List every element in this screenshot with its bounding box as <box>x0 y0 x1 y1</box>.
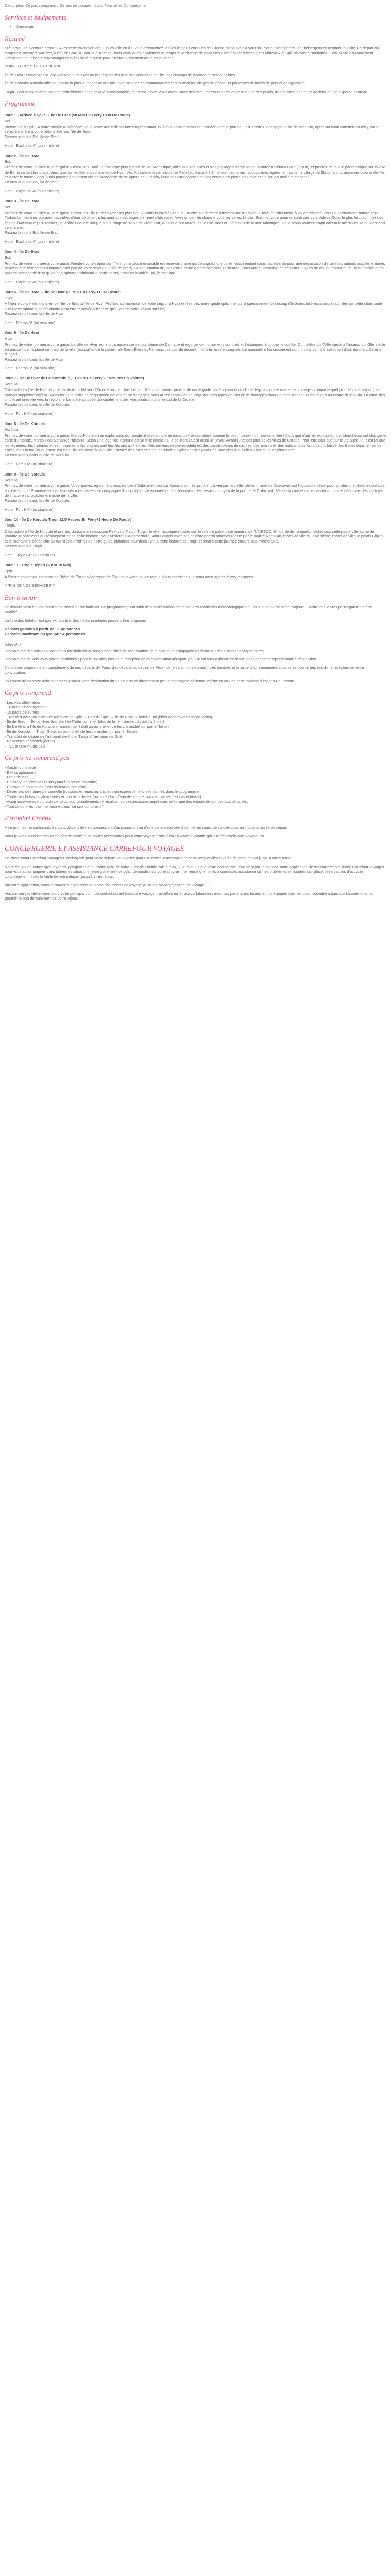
ne-comprend-item: - Boissons pendant les repas (sauf indication contraire) <box>5 779 98 785</box>
day-description: Profitez de votre journée à votre guise. Vous pouvez également vous rendre à Dubrovnik d'ici car Korcula est très proche. La vue sur la vieille cité emmurée de Dubrovnik est l'occasion idéale pour ajouter une photo inoubliable à votre album ! Promenez-vous dans ses rues pavées en compagnie d'un guide professionnel tout en découvrant les trésors du joyau de la pointe de Dubrovnik. Visitez la mairie sur les anciens murs et découvrez les vestiges de l'histoire incroyablement riche de la ville. Passez la nuit dans la ville de Korcula. <box>5 483 385 503</box>
day-title: Jour 6 - Île De Hvar <box>5 330 39 335</box>
day-block <box>5 249 386 285</box>
programme-heading: Programme <box>5 99 36 107</box>
conciergerie-body <box>5 856 386 901</box>
resume-heading: Résumé <box>5 35 25 42</box>
day-place: Hvar . <box>5 336 15 341</box>
day-place: Bol. <box>5 255 11 260</box>
formalite-paragraph: Vous pouvez consulter les formalités de santé et de police nécessaires pour votre voyage : http(s)//XXXwww.diplomatie.gouv.fr/fr/conseils-aux-voyageurs/ <box>5 834 264 839</box>
ne-comprend-list <box>5 765 386 809</box>
resume-paragraph: Île de Korcula: Korcula offre la Croatie la plus authentique qui soit, avec ses petites communautés et ses anciens villages de pêcheurs parsemés de forêts de pins et de vignobles. <box>5 81 306 86</box>
services-heading: Services et équipements <box>5 13 67 21</box>
day-hotel: Hotel: Port 9 4* (ou similaire) <box>5 462 54 467</box>
day-place: Bol. <box>5 205 11 210</box>
day-description: À l'heure convenue, transfert de l'île de Brac à l'île de Hvar. Profitez au maximum de votre séjour à Hvar et réservez notre guide optionnel qui a spécialement beaucoup d'histoires intéressantes à raconter sur cette charmante ville (cette option supplémentaire peut être réservée n'importe quel jour de votre séjour sur l'île). Passez la nuit dans la ville de Hvar. <box>5 301 382 316</box>
ne-comprend-item: - Toutes les boissons alcoolisées et non alcoolisées (nous rendons l'eau de source commercialisée (en cas échéant) <box>5 794 201 799</box>
page <box>0 0 391 915</box>
day-description: Profitez de votre journée à votre guise. Parcourez l'île et découvrez les plus beaux endroits cachés de l'île. Un chemin de terre à travers une magnifique forêt de pins mène à vous emmener vers un phénomène naturel rare: Trakoščan, les trois piscines naturelles d'eau de pluie où les animaux sauvages viennent s'abreuver. Avec un peu de chance, vous les verrez là-bas. Ensuite, vous pourrez continuer vers Vidova Gora, le plus haut sommet des îles de l'Adriatique (778 mètres), qui offre une vue unique sur la plage de sable de Zlatni Rat, ainsi que sur toutes les îles voisines et lointaines de la mer Adriatique. De là, vous pourrez emprunter la route sinueuse qui descend vers la mer. Passez la nuit à Bol, île de Brac. <box>5 210 385 235</box>
day-title: Jour 7 - De De Hvar Île De Korcula (1,1 Heure En Ferry/20 Minutes En Voiture) <box>5 376 144 381</box>
breadcrumb: Description Ce prix comprend / Ce prix ne comprend pas Formalités Conciergerie <box>5 3 146 8</box>
day-title: Jour 5 - Île De Brac → Île De Hvar (30 Min En Ferry/1H De Route) <box>5 290 121 295</box>
comprend-list <box>5 700 386 749</box>
comprend-item: - Île de Brac → Île de Hvar (transfert de l'hôtel au ferry, billet de ferry, transfert du port à l'hôtel) <box>5 719 164 724</box>
infos-vols-title: Infos Vols <box>5 642 22 648</box>
comprend-item: - 10 petits déjeuners <box>5 709 39 715</box>
formalite-heading: Formalité Croatie <box>5 815 52 822</box>
day-block <box>5 563 386 579</box>
comprend-item: - 10 nuits d'hébergement <box>5 705 47 710</box>
day-place: Bol. <box>5 159 11 164</box>
day-title: Jour 2 - Île De Brac <box>5 153 39 158</box>
day-block <box>5 154 386 194</box>
conciergerie-paragraph: Via votre application, vous retrouverez également tous vos documents de voyage (e-billets, voucher, carnet de voyage, ...). <box>5 883 212 888</box>
formalite-body <box>5 825 386 839</box>
day-place: Trogir. <box>5 523 15 528</box>
resume-paragraph: Prêt pour une aventure croate ? Avec cette excursion de 11 jours d'île en île, vous découvrirez les îles les plus connues de Croatie, sans avoir à vous soucier du transport ou de l'hébergement pendant la visite. Le départ du temps est consacré aux îles, à l'île de Brac, à Hvar et à Korcula, mais vous aurez également le temps et la chance de visiter les villes croisées telles que Dubrovnik et Split si vous le souhaitez. Cette visite est totalement indépendante, laissant aux voyageurs la flexibilité requise pour profiter pleinement de leurs journées. <box>5 45 379 60</box>
day-title: Jour 4 - Île De Brac <box>5 249 39 254</box>
day-place: Bol. <box>5 118 11 124</box>
day-place: Korčula. <box>5 427 19 432</box>
day-description: Profitez de votre journée à votre guise. Rendez votre séjour sur l'île encore plus mémorable en réservant notre guide anglophone ou en vous rendant dans l'après-midi pour une dégustation de vin (des options supplémentaires peuvent être réservées) n'importe quel jour de votre séjour sur l'île de Brac). La dégustation de vins d'une heure commence vers 17 heures. Vous aurez l'occasion de déguster 3 types de vin, du fromage, de l'huile d'olive et du pain en compagnie d'un guide anglophone (minimum 2 participants). Passez la nuit à Bol, île de Brac. <box>5 261 385 276</box>
day-title: Jour 9 - Île De Korcula <box>5 471 45 477</box>
day-block <box>5 517 386 557</box>
infos-vols-paragraph: La continuité de votre acheminement jusqu'à votre destination finale est assuré directement par la compagnie aérienne, même en cas de perturbations à l'aller ou au retour. <box>5 679 295 684</box>
comprend-item: - Transfert aéroport d'arrivée Aéroport de Split → Port de Split → Île de Brac → hôtel à Bol (billet de ferry et transfert inclus) <box>5 715 213 719</box>
day-description: Dites adieu à l'île de Hvar et profitez du transfert vers l'île de Korcula. Une fois sur l'île, vous pouvez profiter de notre guide privé optionnel ou d'une dégustation de vins et de fromages n'importe quel jour de votre séjour (des options supplémentaires). Au cours de la visite de dégustation de vins et de fromages, vous aurez l'occasion de déguster trois types de vins et de fromages dans un restaurant et un bar à vins au centre de Čakula. La carte des vins étant orientée vers la région, le bar a été proposé principalement des vins produits dans le sud de la Croatie. Passez la nuit dans la ville de Korcula. <box>5 387 385 407</box>
infos-vols-paragraph: Nous vous proposons en complément de nos départs de Paris, des départs au départ de Province (en train ou en avion). Les horaires et la route d'acheminement vous seront confirmés lors de la réception de votre convocation. <box>5 665 364 675</box>
comprend-item: - Île De Hvar à l'île de Korcula (transfert de l'hôtel au port, billet de ferry, transfert du port à l'hôtel) <box>5 724 169 729</box>
day-title: Jour 3 - Île De Brac <box>5 198 39 204</box>
day-block <box>5 330 386 370</box>
day-hotel: Hotel: Port 9 4* (ou similaire) <box>5 411 54 416</box>
ne-comprend-item: - Frais de visa <box>5 774 29 779</box>
day-title: Jour 8 - Île De Korcula <box>5 421 45 426</box>
conciergerie-paragraph: En choisissant Carrefour Voyages Conciergerie pour votre séjour, vous optez pour un service d'accompagnement complet dès la veille de votre départ jusqu'à votre retour. <box>5 856 293 861</box>
ne-comprend-heading: Ce prix ne comprend pas <box>5 754 70 762</box>
resume-paragraph: POINTS FORTS DE LA TOURNÉE <box>5 64 64 69</box>
day-place: Korčula. <box>5 477 19 482</box>
day-place: Split. <box>5 568 13 573</box>
day-hotel: Hotel: Elaphusa 4* (ou similaire) <box>5 143 59 148</box>
day-block <box>5 472 386 512</box>
bon-savoir-paragraph: La liste des hôtels n'est pas exhaustive, des hôtels similaires peuvent être proposés <box>5 618 146 623</box>
services-list <box>5 24 386 29</box>
ne-comprend-item: - Portage et pourboires (sauf indication contraire) <box>5 784 88 789</box>
day-hotel: Hotel: Elaphusa 4* (ou similaire) <box>5 279 59 284</box>
conciergerie-heading: CONCIERGERIE ET ASSISTANCE CARREFOUR VOYAGES <box>5 844 184 853</box>
bon-savoir-paragraph: Le déroulement de nos circuits est donné à titre indicatif. Ce programme peut subir des modifications en raison des conditions météorologiques ou lieux suite ou de force majeure. L'ordre des visites peut également être modifié. <box>5 604 372 615</box>
day-description: Profitez de votre journée à votre guise. La ville de Hvar est le plus ancien centre touristique de Dalmatie et regorge de monuments culturels et historiques à couper le souffle. Du théâtre du XVIIe siècle à l'arsenal du XIIIe siècle, en passant par le place centrale de la ville (piazza) et de la cathédrale Saint-Étienne. Ne manquez pas de découvrir la forteresse espagnole. Le monastère franciscain est connu pour sa riche collection d'art, dont la « Cène » d'Ingoli. Passez la nuit dans la ville de Hvar. <box>5 342 386 362</box>
ne-comprend-item: - Dépenses de nature personnelle boissons et repas ou articles non expressément mentionnés dans le programme <box>5 789 199 794</box>
infos-vols-paragraph: Les horaires des vols sont donnés à titre indicatif et sont susceptibles de modification de la part de la compagnie aérienne ou des autorités aéroportuaires. <box>5 648 265 653</box>
comprend-item: - Île de Korcula → Trogir (hôtel au port, billet de ferry transfert du port à l'hôtel) <box>5 729 137 734</box>
day-title: Jour 10 - Île De Korcula Trogir (2,5 Heures En Ferry/1 Heure De Route) <box>5 517 132 522</box>
day-hotel: Hotel: Pharos 3* (ou similaire) <box>5 320 56 325</box>
day-description: Dites adieu à l'île de Korcula et profitez du transfert classique Pavi vers Trogir. Trogir, la ville historique inscrite sur la liste du patrimoine mondial de l'UNESCO. Entourée de remparts médiévaux, cette petite ville abrite de nombreux bâtiments qui témoignent de sa riche histoire. Nous visiterons la cathédrale Saint-Laurent avec son célèbre portail principal réalisé par le maître Radovan, l'hôtel de ville du XVe siècle, l'hôtel de ville, le palais Cipiko et le monastère bénédictin du XIe siècle. Profitez de notre guide optionnel pour découvrir la riche histoire de Trogir et rendre cette journée encore plus mémorable. Passez la nuit à Trogir. <box>5 529 383 549</box>
formalite-paragraph: À ce jour, les ressortissants français doivent être en possession d'un passeport ou d'une carte nationale d'identité en cours de validité couvrant toute la durée du séjour. <box>5 825 287 830</box>
conciergerie-paragraph: Vos concierges deviennent alors votre principal point de contact durant tout votre voyage, travaillant en étroite collaboration avec nos partenaires locaux et nos équipes internes pour répondre à tous vos besoins et ainsi, garantir le bon déroulement de votre séjour. <box>5 891 373 901</box>
day-description: À l'heure convenue, transfert de l'hôtel de Trogir à l'aéroport de Split pour votre vol de retour. Nous espérons que vous avez apprécié vos vacances. <box>5 574 254 579</box>
day-description: Bienvenue à Split ! À votre arrivée à l'aéroport, vous serez accueilli par notre représentant, qui vous assistera lors du transfert vers le port de Split. Prenez le ferry pour l'île de Brac, où, après un court transfert en ferry, vous serez transféré à votre hôtel à Bol, sur l'île de Brac. Passez la nuit à Bol, île de Brac. <box>5 124 379 139</box>
ne-comprend-item: - Guide touristique <box>5 765 36 770</box>
day-block <box>5 113 386 148</box>
comprend-item: - Les vols aller-retour <box>5 700 41 705</box>
bon-savoir-body <box>5 605 386 623</box>
day-description: Profitez de votre journée à votre guise. Découvrez Brač, la troisième plus grande île de l'Adriatique, ainsi que ses villes et ses paysages pittoresques. Montez à Vidova Gora (778 m) et profitez de la vue panoramique sur la ville de Bol et sa célèbre plage, ainsi que sur les îles environnantes de Hvar, Vis, Korcula et la péninsule de Pelješac. Installé à l'intérieur des terres, vous pouvez également visiter le village de Škrip, la plus ancienne colonie de l'île, et visiter le musée local. Vous pouvez également visiter l'Académie de sculpture de Pučišća, l'une des rares écoles de maçonnerie de pierre d'Europe et un lieu de meilleur artisanat. Passez la nuit à Bol, île de Brac. <box>5 165 386 184</box>
resume-paragraph: Trogir: Petit mais célèbre pour sa riche histoire et sa beauté incomparable, ce trésor croate vous attend avec des monuments remarquables tels que des palais, des églises, des murs anciens et une superbe château. <box>5 89 369 94</box>
day-hotel: Hotel: Trogos 4* (ou similaire) <box>5 552 55 557</box>
service-item: • Concierge <box>16 24 386 29</box>
infos-vols-body <box>5 649 386 684</box>
end-note: ***FIN DE NOS SERVICES*** <box>5 583 56 588</box>
bon-savoir-heading: Bon à savoir <box>5 594 38 601</box>
capacity-text: Capacité maximum du groupe : 4 personnes <box>5 631 85 636</box>
day-hotel: Hotel: Pharos 3* (ou similaire) <box>5 366 56 370</box>
day-hotel: Hotel: Port 9 4* (ou similaire) <box>5 507 54 512</box>
conciergerie-paragraph: Notre équipe de concierges, experts, polyglottes et humaine (joie de notre 1 est disponible 24h sur 24, 7 jours sur 7 et à votre écoute exclusivement par le biais de notre application de messagerie sécurisée Carrefour Voyages pour vous accompagner dans toutes les situations (enregistrement de vols, demandes sur votre programme, renseignements à connaître, assistance sur les problèmes rencontrés sur place, réservations d'activités, conciergerie, ...) dès la veille de votre départ jusqu'à votre retour. <box>5 864 384 879</box>
comprend-item: - TVA et taxe municipale <box>5 743 46 749</box>
day-block <box>5 290 386 325</box>
departures-text: Départs garantis à partir de : 2 personnes <box>5 626 80 632</box>
infos-vols-paragraph: Les horaires de vols vous seront confirmés : pour le vol aller, lors de la réception de la convocation aéroport, pour le vol retour directement sur place par notre représentant à destination. <box>5 656 317 662</box>
resume-body <box>5 46 386 94</box>
ne-comprend-item: - Tout ce qui n'est pas mentionné dans "ce prix comprend" <box>5 804 103 809</box>
comprend-item: - Rencontre et accueil (jour 1) <box>5 739 55 744</box>
ne-comprend-item: - Extras optionnels <box>5 770 37 775</box>
day-hotel: Hotel: Elaphusa 4* (ou similaire) <box>5 189 59 194</box>
day-description: Profitez de votre journée à votre guise. Marco Polo était un explorateur du monde, il était donc « né dans un » et considéré comme le petit monde « du monde entier ! Alors que d'autres explorateurs et chercheurs ont changé la carte du monde, Marco Polo a changé l'histoire. Selon une légende, Korcula est sa ville natale ! L'île de Korcula est aussi un joyau! Avant l'une des plus belles villes de Croatie. Peut-être plus que sur toute autre île, c'est ici que les légendes, les histoires et les monuments historiques sont liés les uns aux autres. Des tailleurs de pierre célèbres, des constructeurs de navires, des marins et des habitants de Korcula ont laissé des traces dans le monde entier, mais la meilleure chose est ce qu'ils ont laissé à leur ville. Profitez des rues étroites, des belles églises et des palais de l'une des plus belles villes de la Méditerranée. Passez la nuit dans la ville de Korcula. <box>5 433 386 457</box>
day-place: Hvar . <box>5 295 15 300</box>
day-hotel: Hotel: Elaphusa 4* (ou similaire) <box>5 239 59 244</box>
comprend-heading: Ce prix comprend <box>5 689 51 697</box>
ne-comprend-item: - Assurance-voyage ou toute perte ou coût supplémentaire résultant de circonstances imprévues telles que des retards de vol des accidents etc. <box>5 799 248 804</box>
day-block <box>5 199 386 244</box>
comprend-item: - Transfert de départ de l'aéroport de l'hôtel Trogir à l'aéroport de Split <box>5 734 122 739</box>
day-place: Korčula. <box>5 381 19 386</box>
resume-paragraph: Île de Hvar : Découvrez la ville « festive » de Hvar ou les régions les plus traditionnelles de l'île, ses champs de lavande et ses vignobles. <box>5 72 236 77</box>
programme-days <box>5 113 386 580</box>
day-block <box>5 421 386 467</box>
day-title: Jour 11 - Trogir Départ (5 Km 10 Min) <box>5 563 71 568</box>
day-block <box>5 376 386 416</box>
day-title: Jour 1 - Arrivée à Split → Île De Brac (50 Min En Ferry/1h30 De Route) <box>5 112 131 117</box>
